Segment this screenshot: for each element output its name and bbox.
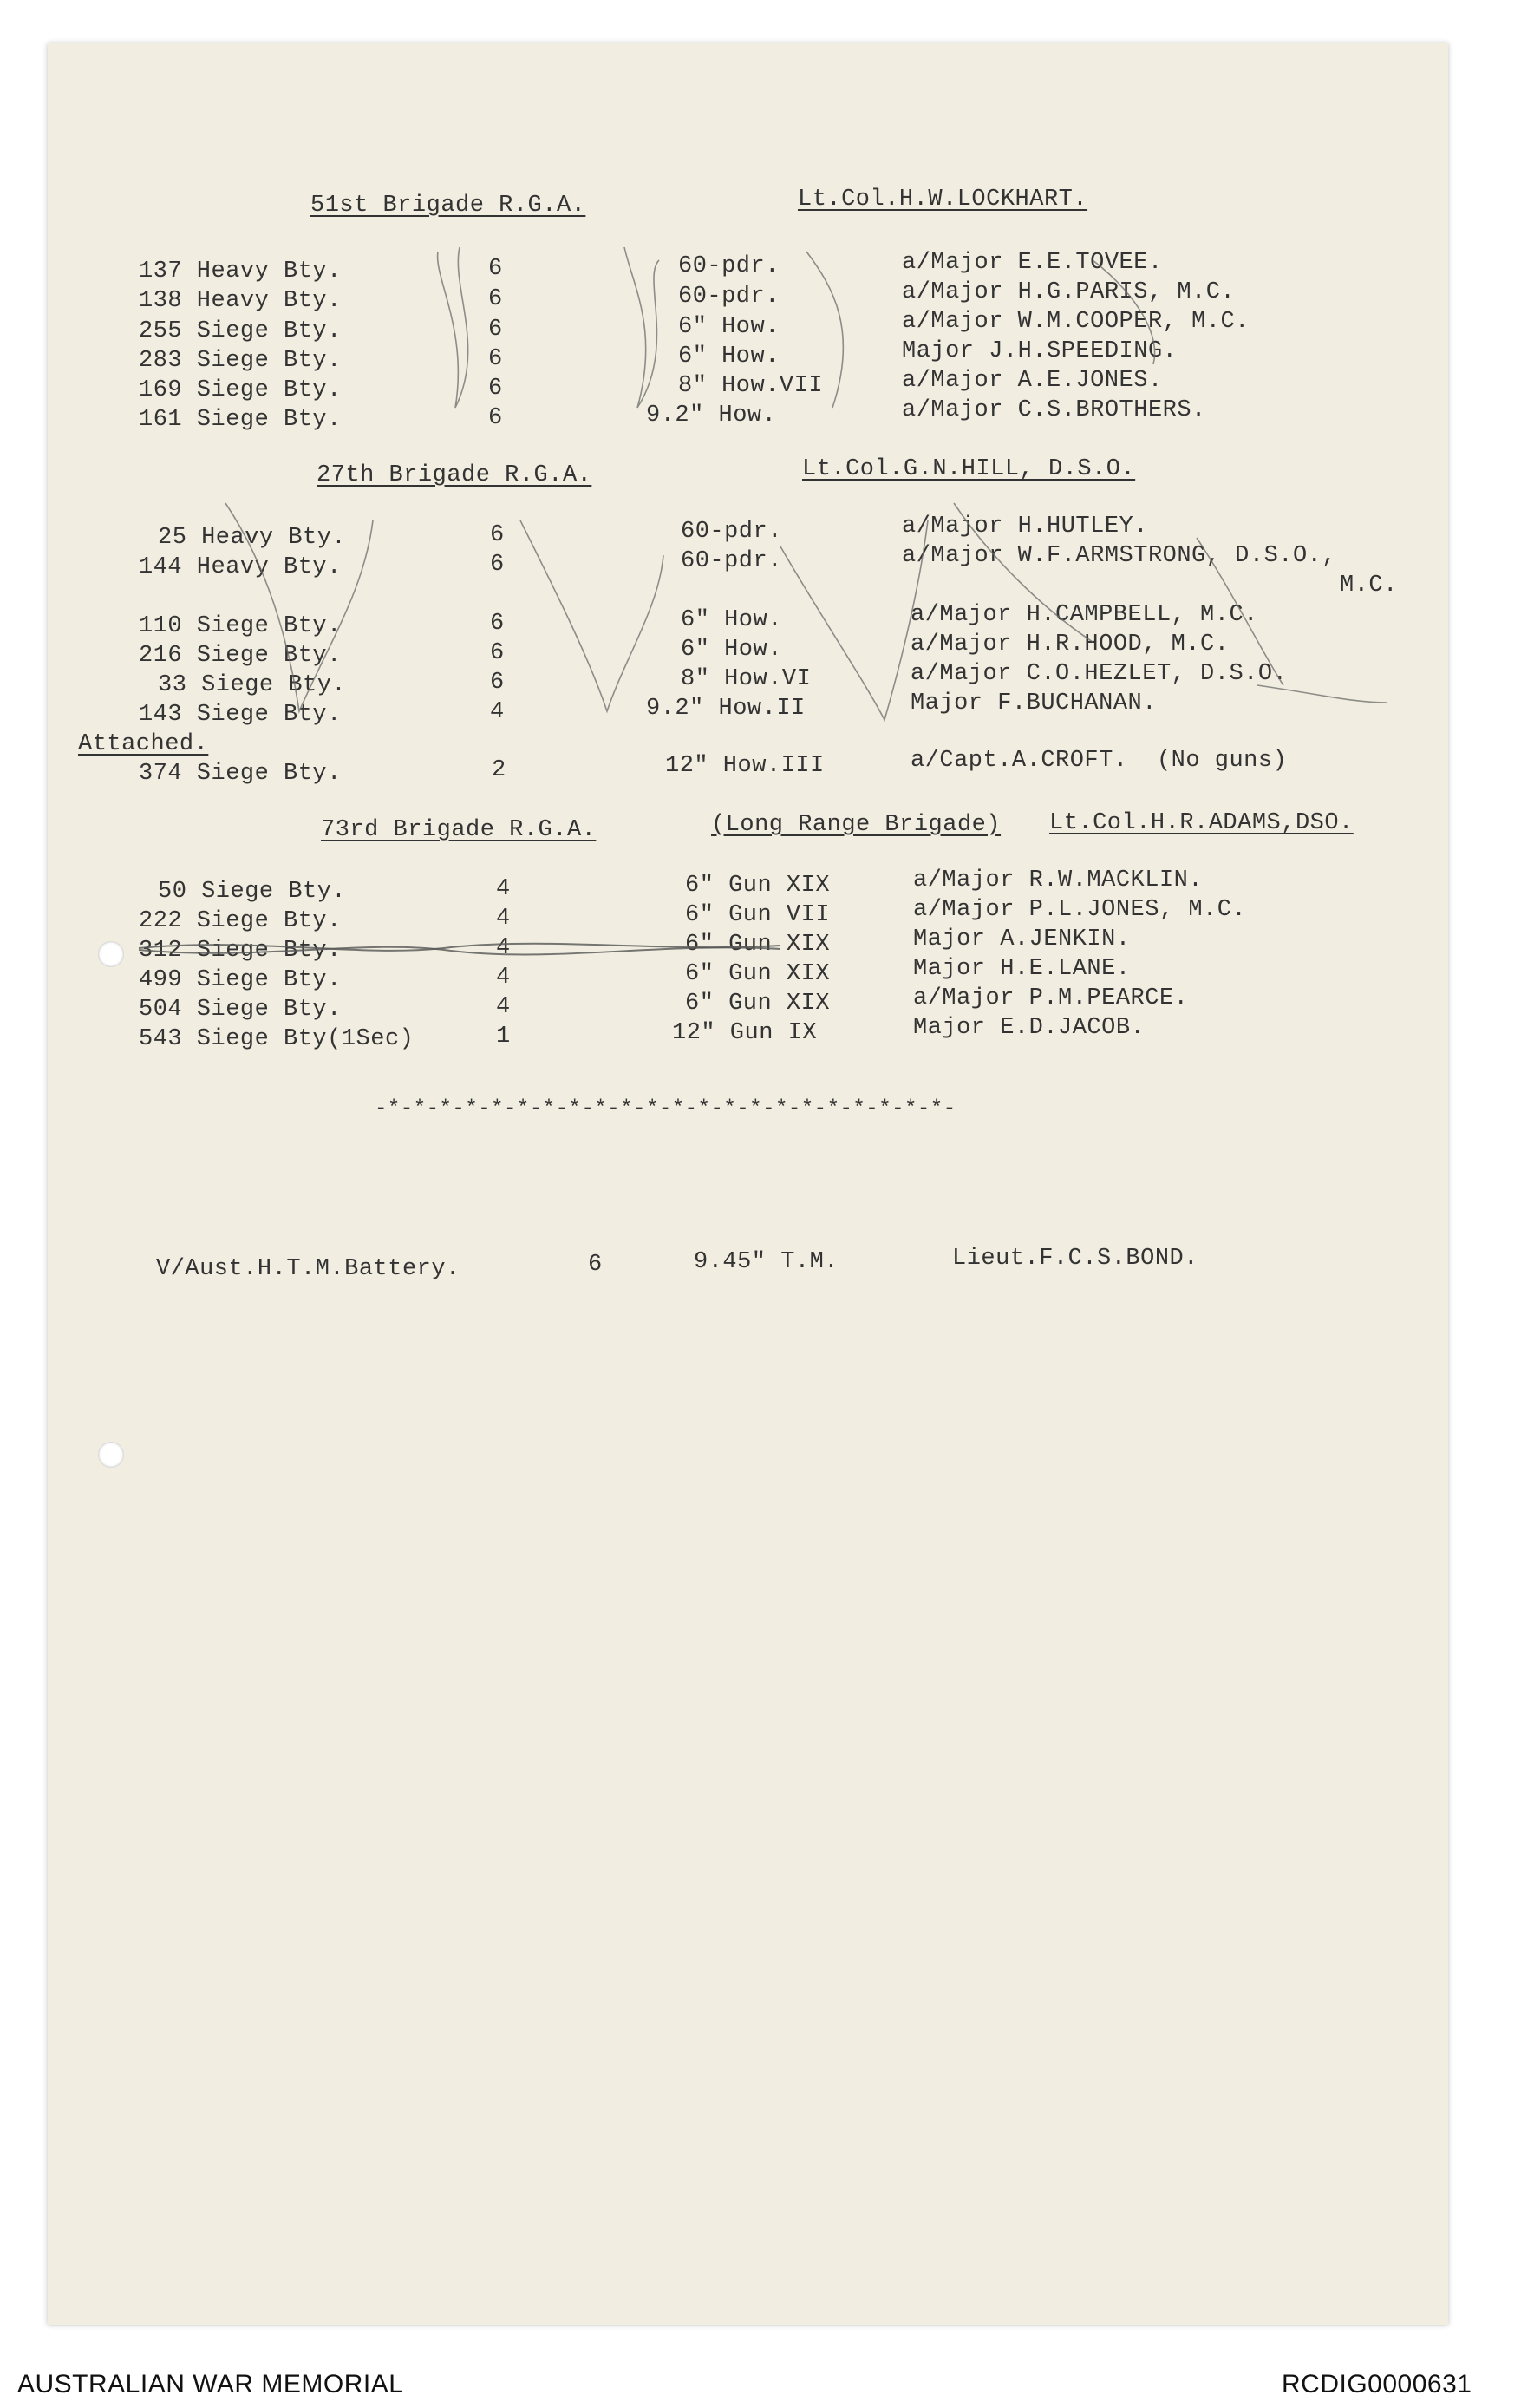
gun-count: 6 <box>588 1252 603 1278</box>
gun-type: 6" How. <box>678 344 780 370</box>
battery-name: 161 Siege Bty. <box>139 407 342 433</box>
separator-line: -*-*-*-*-*-*-*-*-*-*-*-*-*-*-*-*-*-*-*-*-*-*- <box>375 1097 956 1121</box>
battery-officer: a/Capt.A.CROFT. (No guns) <box>911 748 1288 774</box>
gun-count: 6 <box>488 376 503 402</box>
battery-name: 255 Siege Bty. <box>139 318 342 344</box>
battery-name: 110 Siege Bty. <box>139 613 342 639</box>
gun-count: 6 <box>488 317 503 343</box>
gun-type: 6" Gun XIX <box>685 991 831 1017</box>
gun-type: 6" How. <box>681 637 782 663</box>
gun-count: 4 <box>496 906 511 932</box>
gun-type: 8" How.VI <box>681 666 812 692</box>
gun-count: 1 <box>496 1024 511 1050</box>
battery-officer: a/Major E.E.TOVEE. <box>902 250 1163 276</box>
battery-officer: a/Major H.CAMPBELL, M.C. <box>911 602 1258 628</box>
brigade-73-subtitle: (Long Range Brigade) <box>711 812 1002 838</box>
gun-type: 6" How. <box>678 314 780 340</box>
brigade-27-title: 27th Brigade R.G.A. <box>317 462 592 488</box>
gun-type: 9.2" How.II <box>646 696 806 722</box>
battery-officer: Lieut.F.C.S.BOND. <box>952 1246 1198 1272</box>
battery-name: 312 Siege Bty. <box>139 938 342 964</box>
battery-officer: a/Major W.M.COOPER, M.C. <box>902 309 1250 335</box>
battery-name: 25 Heavy Bty. <box>158 525 347 551</box>
footer-institution: AUSTRALIAN WAR MEMORIAL <box>17 2370 404 2398</box>
gun-type: 6" Gun XIX <box>685 932 831 958</box>
gun-type: 60-pdr. <box>681 548 782 574</box>
gun-count: 6 <box>490 611 505 637</box>
battery-officer: a/Major H.HUTLEY. <box>902 514 1148 540</box>
gun-type: 60-pdr. <box>678 284 780 310</box>
gun-count: 2 <box>492 757 506 783</box>
gun-type: 60-pdr. <box>681 519 782 545</box>
gun-count: 6 <box>490 670 505 696</box>
gun-type: 9.45" T.M. <box>694 1249 839 1275</box>
battery-officer: Major J.H.SPEEDING. <box>902 338 1178 364</box>
gun-count: 4 <box>496 994 511 1020</box>
gun-type: 12" Gun IX <box>672 1020 818 1046</box>
gun-count: 6 <box>490 640 505 666</box>
battery-officer: a/Major H.R.HOOD, M.C. <box>911 631 1230 658</box>
battery-name: 138 Heavy Bty. <box>139 288 342 314</box>
battery-officer: Major A.JENKIN. <box>913 926 1131 952</box>
brigade-73-commander: Lt.Col.H.R.ADAMS,DSO. <box>1049 810 1354 836</box>
battery-name: 144 Heavy Bty. <box>139 554 342 580</box>
gun-count: 4 <box>490 699 505 725</box>
gun-type: 9.2" How. <box>646 402 777 429</box>
attached-label: Attached. <box>78 731 209 757</box>
brigade-73-title: 73rd Brigade R.G.A. <box>321 817 597 843</box>
battery-officer: a/Major C.S.BROTHERS. <box>902 397 1206 423</box>
punch-hole <box>98 941 124 967</box>
gun-count: 6 <box>488 286 503 312</box>
battery-name: 50 Siege Bty. <box>158 879 347 905</box>
gun-type: 6" How. <box>681 607 782 633</box>
gun-count: 4 <box>496 935 511 961</box>
battery-name: 283 Siege Bty. <box>139 348 342 374</box>
battery-officer: Major E.D.JACOB. <box>913 1015 1146 1041</box>
battery-officer: a/Major A.E.JONES. <box>902 368 1163 394</box>
battery-name: 504 Siege Bty. <box>139 997 342 1023</box>
gun-type: 6" Gun XIX <box>685 873 831 899</box>
gun-count: 6 <box>490 552 505 578</box>
gun-count: 6 <box>488 346 503 372</box>
brigade-51-title: 51st Brigade R.G.A. <box>310 193 586 219</box>
gun-type: 8" How.VII <box>678 373 824 399</box>
gun-type: 6" Gun VII <box>685 902 831 928</box>
gun-count: 6 <box>488 405 503 431</box>
battery-officer: a/Major R.W.MACKLIN. <box>913 867 1204 893</box>
battery-name: 499 Siege Bty. <box>139 967 342 993</box>
gun-count: 4 <box>496 876 511 902</box>
battery-name: 169 Siege Bty. <box>139 377 342 403</box>
battery-officer: Major F.BUCHANAN. <box>911 690 1157 717</box>
battery-name: 543 Siege Bty(1Sec) <box>139 1026 415 1052</box>
gun-count: 6 <box>488 256 503 282</box>
battery-name: 374 Siege Bty. <box>139 761 342 787</box>
gun-type: 60-pdr. <box>678 253 780 279</box>
battery-name: 137 Heavy Bty. <box>139 258 342 285</box>
gun-type: 12" How.III <box>665 753 825 779</box>
battery-officer: a/Major P.L.JONES, M.C. <box>913 897 1247 923</box>
battery-name: 143 Siege Bty. <box>139 702 342 728</box>
gun-count: 4 <box>496 965 511 991</box>
brigade-51-commander: Lt.Col.H.W.LOCKHART. <box>798 186 1088 213</box>
gun-count: 6 <box>490 522 505 548</box>
gun-type: 6" Gun XIX <box>685 961 831 987</box>
battery-officer: a/Major H.G.PARIS, M.C. <box>902 279 1236 305</box>
battery-officer: a/Major C.O.HEZLET, D.S.O. <box>911 661 1288 687</box>
battery-name: 216 Siege Bty. <box>139 643 342 669</box>
battery-officer: a/Major P.M.PEARCE. <box>913 985 1189 1011</box>
punch-hole <box>98 1442 124 1468</box>
battery-officer-continued: M.C. <box>1340 573 1398 599</box>
battery-name: 222 Siege Bty. <box>139 908 342 934</box>
footer-record-id: RCDIG0000631 <box>1282 2370 1472 2398</box>
battery-officer: Major H.E.LANE. <box>913 956 1131 982</box>
brigade-27-commander: Lt.Col.G.N.HILL, D.S.O. <box>802 456 1136 482</box>
battery-name: 33 Siege Bty. <box>158 672 347 698</box>
battery-name: V/Aust.H.T.M.Battery. <box>156 1256 460 1282</box>
battery-officer: a/Major W.F.ARMSTRONG, D.S.O., <box>902 543 1337 569</box>
